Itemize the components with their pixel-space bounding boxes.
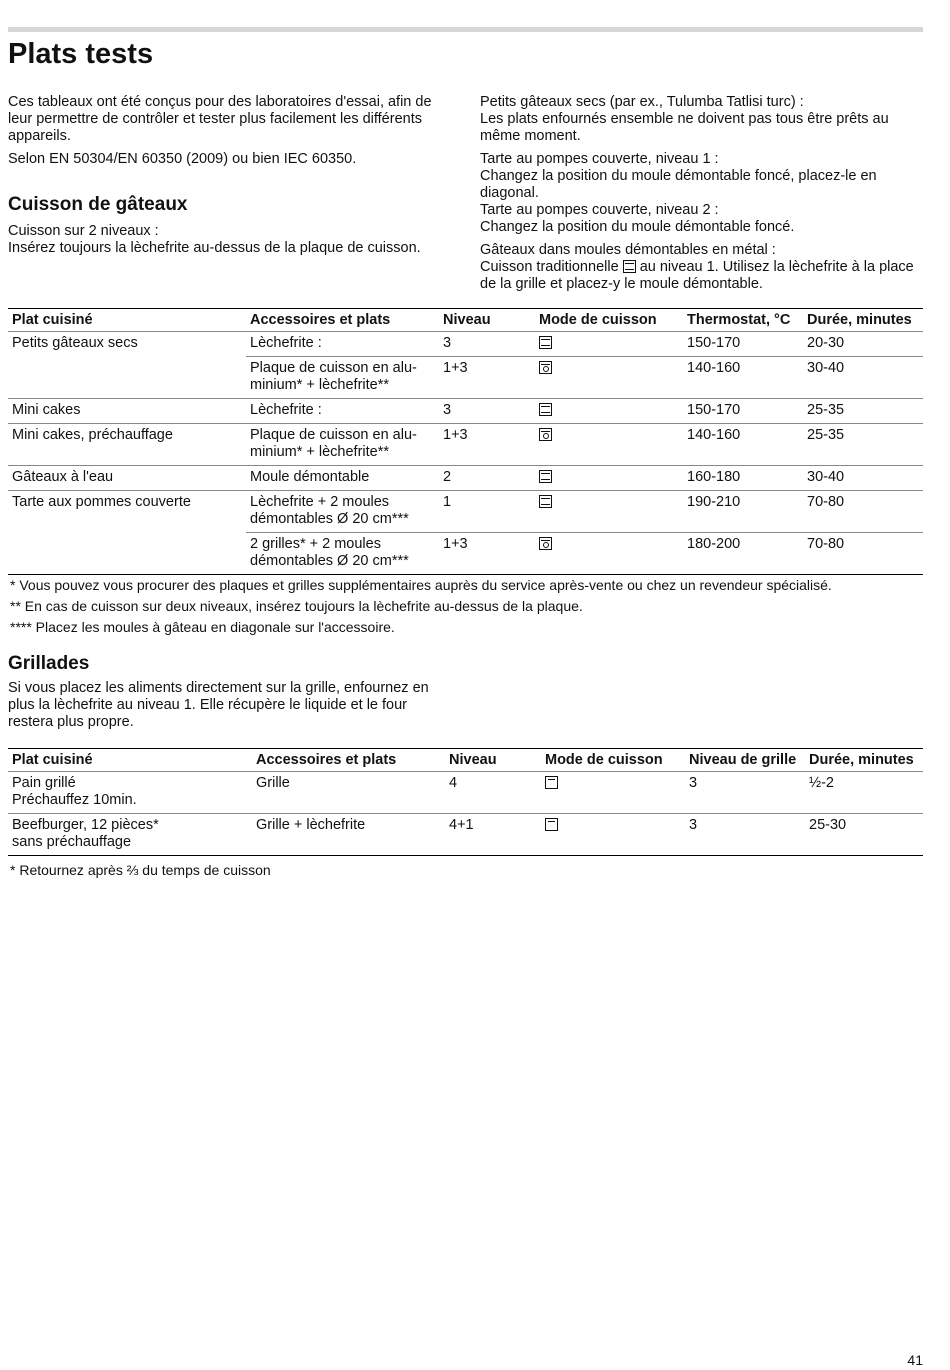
accessories-cell: Moule démontable	[246, 466, 439, 491]
intro-paragraph: Ces tableaux ont été conçus pour des laboratoires d'essai, afin de leur permettre de contrôler et tester plus facilement les différents appareils.	[8, 94, 432, 144]
footnote-3: **** Placez les moules à gâteau en diagonale sur l'accessoire.	[10, 619, 395, 635]
table-row	[8, 466, 923, 491]
level-cell: 1+3	[439, 533, 535, 575]
dish-cell: Petits gâteaux secs	[12, 335, 138, 351]
duration-cell: 70-80	[803, 491, 923, 533]
temperature-cell: 140-160	[683, 357, 803, 399]
temperature-cell: 190-210	[683, 491, 803, 533]
temperature-cell: 140-160	[683, 424, 803, 466]
mode-cell	[541, 772, 685, 814]
page-number: 41	[907, 1352, 923, 1368]
dish-cell: Gâteaux à l'eau	[8, 466, 246, 491]
top-heat-mode-icon	[539, 470, 552, 483]
fan-mode-icon	[539, 361, 552, 374]
duration-cell: 25-30	[805, 814, 923, 856]
col-temperature: Thermostat, °C	[683, 309, 803, 332]
accessories-cell: Plaque de cuisson en alu- minium* + lèchefrite**	[246, 357, 439, 399]
mode-cell	[535, 332, 683, 357]
accessories-cell: Grille + lèchefrite	[252, 814, 445, 856]
table-row	[8, 424, 923, 466]
dish-cell: Mini cakes	[8, 399, 246, 424]
level-cell: 2	[439, 466, 535, 491]
level-cell: 3	[439, 399, 535, 424]
duration-cell: ½-2	[809, 775, 834, 791]
col-grill-level: Niveau de grille	[685, 749, 805, 772]
grill-table	[8, 748, 923, 856]
note-title-moules: Gâteaux dans moules démontables en métal :	[480, 242, 776, 258]
note-text-tarte-1: Changez la position du moule démontable foncé, placez-le en diagonal.	[480, 168, 877, 201]
col-level: Niveau	[439, 309, 535, 332]
note-title-tarte-1: Tarte au pompes couverte, niveau 1 :	[480, 151, 719, 167]
table-row	[8, 772, 923, 814]
level-cell: 3	[443, 335, 452, 351]
fan-mode-icon	[539, 428, 552, 441]
grill-table-header	[8, 749, 923, 772]
cakes-table-header	[8, 309, 923, 332]
cakes-heading: Cuisson de gâteaux	[8, 194, 188, 215]
col-duration: Durée, minutes	[803, 309, 923, 332]
col-accessories: Accessoires et plats	[252, 749, 445, 772]
dish-cell	[8, 533, 246, 575]
mode-cell	[535, 466, 683, 491]
note-text-moules-a: Cuisson traditionnelle	[480, 259, 619, 275]
accessories-cell: Lèchefrite :	[250, 335, 322, 351]
temperature-cell: 150-170	[683, 399, 803, 424]
fan-mode-icon	[539, 537, 552, 550]
top-heat-mode-icon	[539, 336, 552, 349]
col-dish: Plat cuisiné	[8, 309, 246, 332]
level-cell: 4	[449, 775, 458, 791]
accessories-cell: Lèchefrite :	[246, 399, 439, 424]
cakes-line-1: Cuisson sur 2 niveaux :	[8, 223, 159, 239]
col-level: Niveau	[445, 749, 541, 772]
note-title-petits-gateaux: Petits gâteaux secs (par ex., Tulumba Tatlisi turc) :	[480, 94, 804, 110]
mode-cell	[535, 424, 683, 466]
level-cell: 4+1	[445, 814, 541, 856]
cakes-line-2: Insérez toujours la lèchefrite au-dessus de la plaque de cuisson.	[8, 240, 421, 256]
temperature-cell: 150-170	[687, 335, 741, 351]
grill-heading: Grillades	[8, 653, 90, 674]
note-text-tarte-2: Changez la position du moule démontable foncé.	[480, 219, 795, 235]
duration-cell: 25-35	[803, 424, 923, 466]
accessories-cell: Plaque de cuisson en alu- minium* + lèchefrite**	[246, 424, 439, 466]
page-title: Plats tests	[8, 38, 154, 70]
mode-cell	[541, 814, 685, 856]
grill-section	[8, 652, 453, 731]
col-mode: Mode de cuisson	[541, 749, 685, 772]
note-text-moules-b: au niveau 1. Utilisez la lèchefrite à la place de la grille et placez-y le moule démontable.	[480, 259, 914, 292]
standard-reference: Selon EN 50304/EN 60350 (2009) ou bien IEC 60350.	[8, 151, 357, 167]
duration-cell: 30-40	[803, 357, 923, 399]
dish-cell: Pain grillé Préchauffez 10min.	[12, 775, 137, 808]
footnote-1: * Vous pouvez vous procurer des plaques et grilles supplémentaires auprès du service après-vente ou chez un revendeur spécialisé.	[10, 577, 832, 593]
table-row	[8, 491, 923, 533]
footnote-2: ** En cas de cuisson sur deux niveaux, insérez toujours la lèchefrite au-dessus de la plaque.	[10, 598, 583, 614]
level-cell: 1+3	[439, 357, 535, 399]
duration-cell: 20-30	[807, 335, 845, 351]
mode-cell	[535, 357, 683, 399]
notes-column	[480, 94, 925, 299]
col-duration: Durée, minutes	[805, 749, 923, 772]
col-accessories: Accessoires et plats	[246, 309, 439, 332]
mode-cell	[535, 399, 683, 424]
grill-mode-icon	[545, 818, 558, 831]
grill-level-cell: 3	[689, 775, 698, 791]
col-mode: Mode de cuisson	[535, 309, 683, 332]
table-row	[8, 533, 923, 575]
table-row	[8, 332, 923, 357]
page	[8, 0, 923, 1370]
mode-cell	[535, 533, 683, 575]
cakes-section	[8, 193, 453, 257]
temperature-cell: 160-180	[683, 466, 803, 491]
dish-cell: Tarte aux pommes couverte	[8, 491, 246, 533]
top-rule	[8, 27, 923, 32]
accessories-cell: Grille	[256, 775, 290, 791]
level-cell: 1	[439, 491, 535, 533]
dish-cell: Mini cakes, préchauffage	[8, 424, 246, 466]
top-heat-mode-icon	[539, 495, 552, 508]
dish-cell	[8, 357, 246, 399]
intro-column	[8, 94, 453, 174]
table-row	[8, 357, 923, 399]
table-row	[8, 814, 923, 856]
duration-cell: 30-40	[803, 466, 923, 491]
dish-cell: Beefburger, 12 pièces* sans préchauffage	[8, 814, 252, 856]
grill-footnote: * Retournez après ⅔ du temps de cuisson	[10, 862, 271, 878]
temperature-cell: 180-200	[683, 533, 803, 575]
grill-text: Si vous placez les aliments directement sur la grille, enfournez en plus la lèchefrite au niveau 1. Elle récupère le liquide et le four restera plus propre.	[8, 680, 429, 730]
accessories-cell: Lèchefrite + 2 moules démontables Ø 20 cm***	[246, 491, 439, 533]
note-title-tarte-2: Tarte au pompes couverte, niveau 2 :	[480, 202, 719, 218]
mode-cell	[535, 491, 683, 533]
note-text-petits-gateaux: Les plats enfournés ensemble ne doivent pas tous être prêts au même moment.	[480, 111, 889, 144]
level-cell: 1+3	[439, 424, 535, 466]
accessories-cell: 2 grilles* + 2 moules démontables Ø 20 cm***	[246, 533, 439, 575]
grill-level-cell: 3	[685, 814, 805, 856]
duration-cell: 70-80	[803, 533, 923, 575]
duration-cell: 25-35	[803, 399, 923, 424]
top-heat-mode-icon	[539, 403, 552, 416]
cakes-table	[8, 308, 923, 575]
grill-mode-icon	[545, 776, 558, 789]
table-row	[8, 399, 923, 424]
col-dish: Plat cuisiné	[8, 749, 252, 772]
top-bottom-heat-icon	[623, 260, 636, 273]
